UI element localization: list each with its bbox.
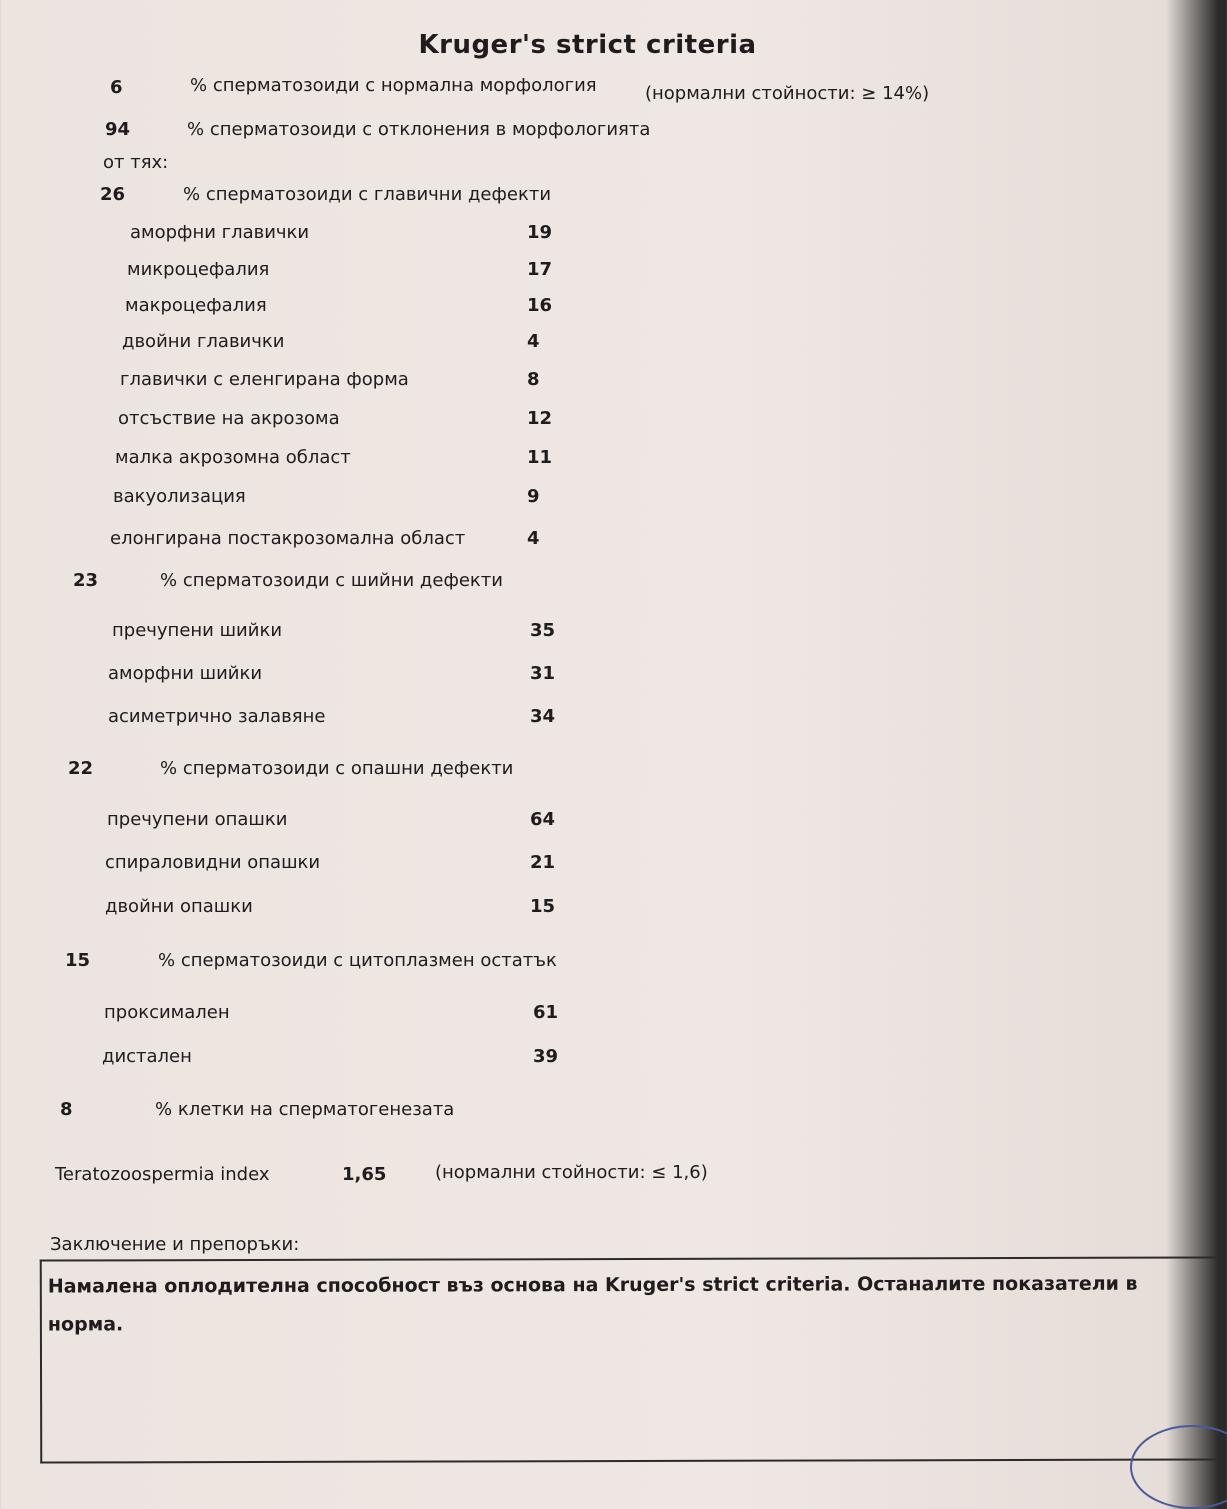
defect-item-value: 8: [527, 369, 540, 390]
defect-item-value: 39: [533, 1046, 559, 1067]
defect-item-label: елонгирана постакрозомална област: [110, 528, 466, 549]
group-value: 22: [68, 758, 94, 779]
defect-item-label: пречупени опашки: [107, 809, 288, 830]
group-label: % сперматозоиди с главични дефекти: [183, 184, 552, 205]
defect-item-label: проксимален: [104, 1002, 230, 1023]
defect-item-label: вакуолизация: [113, 486, 246, 507]
abnormal-label: % сперматозоиди с отклонения в морфологията: [187, 119, 651, 140]
defect-item-value: 4: [527, 528, 540, 549]
defect-item-label: пречупени шийки: [112, 620, 283, 641]
defect-item-label: малка акрозомна област: [115, 447, 351, 468]
conclusion-box: [40, 1256, 1223, 1463]
group-value: 26: [100, 184, 126, 205]
tzi-label: Teratozoospermia index: [55, 1164, 270, 1185]
defect-item-label: макроцефалия: [125, 295, 267, 316]
spermatogenesis-value: 8: [60, 1099, 73, 1120]
defect-item-value: 4: [527, 331, 540, 352]
defect-item-value: 12: [527, 408, 553, 429]
defect-item-value: 16: [527, 295, 553, 316]
defect-item-label: отсъствие на акрозома: [118, 408, 340, 429]
defect-item-value: 31: [530, 663, 556, 684]
group-label: % сперматозоиди с цитоплазмен остатък: [158, 950, 557, 971]
conclusion-text-line-1: Намалена оплодителна способност въз основа на Kruger's strict criteria. Останалите показатели в: [47, 1272, 1138, 1298]
normal-label: % сперматозоиди с нормална морфология: [190, 75, 597, 96]
of-them-label: от тях:: [103, 152, 169, 173]
defect-item-label: двойни опашки: [105, 896, 253, 917]
group-label: % сперматозоиди с опашни дефекти: [160, 758, 514, 779]
defect-item-label: аморфни шийки: [108, 663, 263, 684]
defect-item-value: 64: [530, 809, 556, 830]
conclusion-heading: Заключение и препоръки:: [50, 1234, 300, 1255]
group-value: 23: [73, 570, 99, 591]
normal-value: 6: [110, 77, 123, 98]
defect-item-value: 19: [527, 222, 553, 243]
tzi-value: 1,65: [342, 1164, 387, 1185]
group-label: % сперматозоиди с шийни дефекти: [160, 570, 503, 591]
tzi-note: (нормални стойности: ≤ 1,6): [435, 1162, 708, 1183]
defect-item-value: 35: [530, 620, 556, 641]
defect-item-label: главички с еленгирана форма: [120, 369, 409, 390]
defect-item-value: 11: [527, 447, 553, 468]
group-value: 15: [65, 950, 91, 971]
defect-item-value: 15: [530, 896, 556, 917]
defect-item-label: аморфни главички: [130, 222, 310, 243]
document-title: Kruger's strict criteria: [418, 30, 757, 60]
defect-item-value: 9: [527, 486, 540, 507]
spermatogenesis-label: % клетки на сперматогенезата: [155, 1099, 455, 1120]
defect-item-label: микроцефалия: [127, 259, 270, 280]
defect-item-value: 34: [530, 706, 556, 727]
defect-item-label: дистален: [102, 1046, 192, 1067]
defect-item-label: двойни главички: [122, 331, 285, 352]
defect-item-value: 17: [527, 259, 553, 280]
defect-item-value: 21: [530, 852, 556, 873]
normal-note: (нормални стойности: ≥ 14%): [645, 83, 930, 104]
defect-item-label: спираловидни опашки: [105, 852, 321, 873]
conclusion-text-line-2: норма.: [47, 1313, 124, 1336]
defect-item-value: 61: [533, 1002, 559, 1023]
abnormal-value: 94: [105, 119, 131, 140]
defect-item-label: асиметрично залавяне: [108, 706, 326, 727]
